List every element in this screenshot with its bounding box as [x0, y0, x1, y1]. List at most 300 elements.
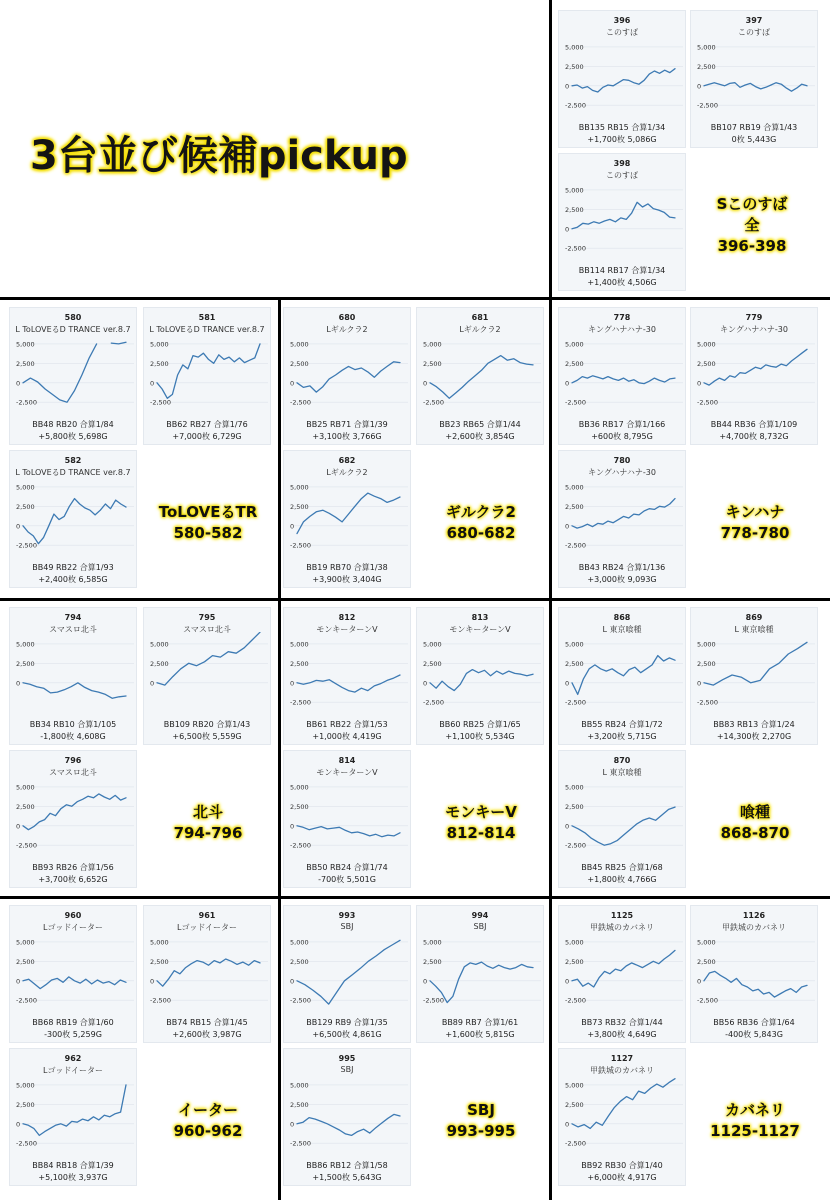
- bonus-stats: BB23 RB65 合算1/44: [439, 420, 521, 429]
- vertical-divider-right: [549, 298, 552, 1200]
- machine-number: 961: [198, 911, 216, 920]
- y-tick-label: 2,500: [16, 359, 35, 368]
- chart-card-962: [9, 1048, 137, 1186]
- chart-card-995: [283, 1048, 411, 1186]
- y-tick-label: 5,000: [697, 640, 716, 649]
- machine-number: 581: [198, 313, 216, 322]
- bonus-stats: BB56 RB36 合算1/64: [713, 1018, 795, 1027]
- bonus-stats: BB107 RB19 合算1/43: [710, 123, 798, 132]
- y-tick-label: 0: [290, 822, 295, 831]
- y-tick-label: 5,000: [150, 340, 169, 349]
- y-tick-label: 5,000: [423, 938, 442, 947]
- y-tick-label: 0: [150, 977, 155, 986]
- series-line: [572, 807, 675, 845]
- y-tick-label: 0: [697, 379, 702, 388]
- y-tick-label: 5,000: [423, 640, 442, 649]
- group-label-line: モンキーV: [445, 803, 517, 821]
- line-chart-994: [417, 930, 545, 1014]
- series-line: [157, 632, 260, 685]
- y-tick-label: 0: [423, 977, 428, 986]
- result-summary: +6,500枚 4,861G: [312, 1030, 382, 1039]
- y-tick-label: 2,500: [423, 957, 442, 966]
- bonus-stats: BB84 RB18 合算1/39: [32, 1161, 114, 1170]
- result-summary: +1,600枚 5,815G: [445, 1030, 515, 1039]
- group-label-line: 全: [744, 216, 760, 234]
- line-chart-869: [691, 632, 819, 716]
- group-label-line: SBJ: [467, 1101, 495, 1119]
- line-chart-779: [691, 332, 819, 416]
- y-tick-label: 2,500: [565, 957, 584, 966]
- y-tick-label: 5,000: [290, 340, 309, 349]
- machine-title: L ToLOVEるD TRANCE ver.8.7: [149, 325, 265, 334]
- bonus-stats: BB114 RB17 合算1/34: [578, 266, 666, 275]
- series-line: [157, 959, 260, 986]
- line-chart-868: [559, 632, 687, 716]
- bonus-stats: BB60 RB25 合算1/65: [439, 720, 521, 729]
- y-tick-label: -2,500: [565, 841, 586, 850]
- y-tick-label: 5,000: [423, 340, 442, 349]
- machine-title: SBJ: [473, 922, 487, 931]
- machine-number: 814: [338, 756, 356, 765]
- result-summary: +3,200枚 5,715G: [587, 732, 657, 741]
- chart-card-869: [690, 607, 818, 745]
- group-label-8: [143, 1100, 273, 1142]
- machine-title: SBJ: [340, 922, 354, 931]
- y-tick-label: 2,500: [290, 1100, 309, 1109]
- y-tick-label: 0: [290, 522, 295, 531]
- line-chart-962: [10, 1073, 138, 1157]
- y-tick-label: 5,000: [150, 640, 169, 649]
- machine-title: スマスロ北斗: [183, 625, 231, 634]
- y-tick-label: -2,500: [150, 996, 171, 1005]
- horizontal-divider-1: [0, 297, 830, 300]
- y-tick-label: 0: [290, 1120, 295, 1129]
- y-tick-label: 0: [150, 379, 155, 388]
- bonus-stats: BB44 RB36 合算1/109: [710, 420, 798, 429]
- y-tick-label: 2,500: [697, 62, 716, 71]
- bonus-stats: BB61 RB22 合算1/53: [306, 720, 388, 729]
- line-chart-796: [10, 775, 138, 859]
- y-tick-label: 0: [150, 679, 155, 688]
- group-label-line: 812-814: [446, 824, 516, 842]
- machine-number: 580: [64, 313, 82, 322]
- machine-title: キングハナハナ-30: [588, 468, 656, 477]
- result-summary: +3,700枚 6,652G: [38, 875, 108, 884]
- bonus-stats: BB86 RB12 合算1/58: [306, 1161, 388, 1170]
- y-tick-label: 0: [16, 522, 21, 531]
- y-tick-label: 5,000: [565, 483, 584, 492]
- group-label-line: カバネリ: [724, 1101, 785, 1119]
- machine-number: 680: [338, 313, 356, 322]
- y-tick-label: -2,500: [16, 996, 37, 1005]
- y-tick-label: 2,500: [150, 359, 169, 368]
- y-tick-label: 5,000: [565, 938, 584, 947]
- y-tick-label: 5,000: [565, 783, 584, 792]
- y-tick-label: -2,500: [565, 1139, 586, 1148]
- series-line: [572, 1079, 675, 1129]
- y-tick-label: -2,500: [697, 101, 718, 110]
- machine-title: 甲鉄城のカバネリ: [590, 923, 654, 932]
- bonus-stats: BB68 RB19 合算1/60: [32, 1018, 114, 1027]
- line-chart-794: [10, 632, 138, 716]
- series-line: [572, 950, 675, 987]
- chart-card-794: [9, 607, 137, 745]
- y-tick-label: 2,500: [565, 359, 584, 368]
- machine-number: 960: [64, 911, 82, 920]
- series-line: [23, 499, 126, 544]
- page-title: 3台並び候補pickup: [30, 133, 408, 179]
- line-chart-961: [144, 930, 272, 1014]
- series-line: [572, 376, 675, 384]
- y-tick-label: 5,000: [565, 43, 584, 52]
- series-line: [297, 493, 400, 533]
- y-tick-label: 5,000: [290, 783, 309, 792]
- y-tick-label: 2,500: [423, 659, 442, 668]
- result-summary: +5,100枚 3,937G: [38, 1173, 108, 1182]
- bonus-stats: BB48 RB20 合算1/84: [32, 420, 114, 429]
- group-label-line: 396-398: [717, 237, 787, 255]
- result-summary: +1,100枚 5,534G: [445, 732, 515, 741]
- result-summary: -400枚 5,843G: [725, 1030, 783, 1039]
- y-tick-label: -2,500: [16, 398, 37, 407]
- chart-card-812: [283, 607, 411, 745]
- series-line: [430, 670, 533, 691]
- bonus-stats: BB50 RB24 合算1/74: [306, 863, 388, 872]
- y-tick-label: -2,500: [290, 1139, 311, 1148]
- series-line: [23, 977, 126, 989]
- y-tick-label: 2,500: [697, 359, 716, 368]
- chart-card-681: [416, 307, 544, 445]
- bonus-stats: BB55 RB24 合算1/72: [581, 720, 663, 729]
- y-tick-label: -2,500: [290, 996, 311, 1005]
- group-label-line: 960-962: [173, 1122, 243, 1140]
- machine-number: 779: [745, 313, 763, 322]
- machine-title: 甲鉄城のカバネリ: [590, 1066, 654, 1075]
- machine-number: 396: [613, 16, 631, 25]
- group-label-line: 794-796: [173, 824, 243, 842]
- chart-card-680: [283, 307, 411, 445]
- result-summary: +14,300枚 2,270G: [716, 732, 792, 741]
- group-label-line: 喰種: [739, 803, 770, 821]
- bonus-stats: BB109 RB20 合算1/43: [163, 720, 251, 729]
- y-tick-label: -2,500: [697, 996, 718, 1005]
- group-label-10: [690, 1100, 820, 1142]
- machine-title: 甲鉄城のカバネリ: [722, 923, 786, 932]
- line-chart-814: [284, 775, 412, 859]
- y-tick-label: 5,000: [16, 640, 35, 649]
- chart-card-796: [9, 750, 137, 888]
- y-tick-label: 2,500: [565, 802, 584, 811]
- machine-number: 778: [613, 313, 631, 322]
- line-chart-581: [144, 332, 272, 416]
- y-tick-label: 2,500: [150, 659, 169, 668]
- y-tick-label: 2,500: [16, 802, 35, 811]
- bonus-stats: BB25 RB71 合算1/39: [306, 420, 388, 429]
- series-line: [572, 69, 675, 92]
- line-chart-1125: [559, 930, 687, 1014]
- group-label-line: 680-682: [446, 524, 516, 542]
- y-tick-label: 2,500: [290, 359, 309, 368]
- y-tick-label: 0: [565, 977, 570, 986]
- y-tick-label: 2,500: [565, 205, 584, 214]
- bonus-stats: BB89 RB7 合算1/61: [441, 1018, 519, 1027]
- line-chart-778: [559, 332, 687, 416]
- y-tick-label: 0: [565, 225, 570, 234]
- line-chart-1127: [559, 1073, 687, 1157]
- machine-number: 397: [745, 16, 763, 25]
- y-tick-label: 0: [565, 1120, 570, 1129]
- group-label-3: [416, 502, 546, 544]
- y-tick-label: 5,000: [565, 1081, 584, 1090]
- chart-card-814: [283, 750, 411, 888]
- result-summary: +1,800枚 4,766G: [587, 875, 657, 884]
- group-label-2: [143, 502, 273, 544]
- line-chart-995: [284, 1073, 412, 1157]
- series-line: [704, 642, 807, 685]
- machine-title: このすば: [606, 171, 638, 180]
- y-tick-label: 2,500: [290, 659, 309, 668]
- y-tick-label: 2,500: [565, 659, 584, 668]
- y-tick-label: 5,000: [16, 1081, 35, 1090]
- chart-card-682: [283, 450, 411, 588]
- bonus-stats: BB34 RB10 合算1/105: [29, 720, 117, 729]
- machine-title: L 東京喰種: [602, 768, 642, 777]
- machine-number: 794: [64, 613, 82, 622]
- line-chart-396: [559, 35, 687, 119]
- y-tick-label: -2,500: [565, 698, 586, 707]
- y-tick-label: 5,000: [16, 340, 35, 349]
- y-tick-label: 5,000: [290, 483, 309, 492]
- chart-card-994: [416, 905, 544, 1043]
- result-summary: +1,400枚 4,506G: [587, 278, 657, 287]
- line-chart-398: [559, 178, 687, 262]
- machine-title: Lゴッドイーター: [177, 923, 237, 932]
- result-summary: -700枚 5,501G: [318, 875, 376, 884]
- y-tick-label: 0: [423, 679, 428, 688]
- group-label-line: イーター: [177, 1101, 238, 1119]
- line-chart-813: [417, 632, 545, 716]
- machine-title: モンキーターンV: [316, 768, 378, 777]
- machine-number: 582: [64, 456, 82, 465]
- machine-title: このすば: [738, 28, 770, 37]
- machine-title: モンキーターンV: [449, 625, 511, 634]
- y-tick-label: 2,500: [423, 359, 442, 368]
- result-summary: +3,000枚 9,093G: [587, 575, 657, 584]
- y-tick-label: 5,000: [565, 186, 584, 195]
- y-tick-label: 0: [16, 679, 21, 688]
- result-summary: 0枚 5,443G: [731, 135, 777, 144]
- line-chart-960: [10, 930, 138, 1014]
- bonus-stats: BB73 RB32 合算1/44: [581, 1018, 663, 1027]
- y-tick-label: 5,000: [290, 640, 309, 649]
- machine-title: Lギルクラ2: [326, 325, 368, 334]
- group-label-7: [690, 802, 820, 844]
- group-label-9: [416, 1100, 546, 1142]
- chart-card-580: [9, 307, 137, 445]
- result-summary: +6,500枚 5,559G: [172, 732, 242, 741]
- y-tick-label: 0: [565, 679, 570, 688]
- chart-card-1127: [558, 1048, 686, 1186]
- line-chart-780: [559, 475, 687, 559]
- y-tick-label: -2,500: [423, 698, 444, 707]
- chart-card-1125: [558, 905, 686, 1043]
- chart-card-960: [9, 905, 137, 1043]
- machine-title: Lゴッドイーター: [43, 923, 103, 932]
- result-summary: +6,000枚 4,917G: [587, 1173, 657, 1182]
- line-chart-682: [284, 475, 412, 559]
- line-chart-993: [284, 930, 412, 1014]
- result-summary: +1,500枚 5,643G: [312, 1173, 382, 1182]
- y-tick-label: 2,500: [150, 957, 169, 966]
- y-tick-label: -2,500: [290, 398, 311, 407]
- y-tick-label: -2,500: [565, 541, 586, 550]
- machine-title: このすば: [606, 28, 638, 37]
- y-tick-label: -2,500: [565, 996, 586, 1005]
- horizontal-divider-3: [0, 896, 830, 899]
- machine-number: 993: [338, 911, 356, 920]
- y-tick-label: 2,500: [16, 957, 35, 966]
- y-tick-label: 5,000: [16, 938, 35, 947]
- chart-card-780: [558, 450, 686, 588]
- series-line: [572, 499, 675, 528]
- y-tick-label: -2,500: [290, 541, 311, 550]
- y-tick-label: 0: [16, 822, 21, 831]
- series-line: [23, 1085, 126, 1136]
- chart-card-582: [9, 450, 137, 588]
- result-summary: +5,800枚 5,698G: [38, 432, 108, 441]
- vertical-divider-top: [549, 0, 552, 298]
- y-tick-label: 0: [565, 82, 570, 91]
- y-tick-label: 0: [290, 679, 295, 688]
- chart-card-1126: [690, 905, 818, 1043]
- y-tick-label: -2,500: [423, 996, 444, 1005]
- bonus-stats: BB83 RB13 合算1/24: [713, 720, 795, 729]
- line-chart-795: [144, 632, 272, 716]
- machine-number: 812: [338, 613, 356, 622]
- machine-number: 995: [338, 1054, 356, 1063]
- chart-card-813: [416, 607, 544, 745]
- y-tick-label: 5,000: [697, 938, 716, 947]
- machine-number: 795: [198, 613, 216, 622]
- series-line: [23, 683, 126, 699]
- vertical-divider-left: [278, 298, 281, 1200]
- y-tick-label: 0: [290, 977, 295, 986]
- group-label-line: 580-582: [173, 524, 243, 542]
- group-label-line: 778-780: [720, 524, 790, 542]
- y-tick-label: -2,500: [697, 398, 718, 407]
- machine-title: L ToLOVEるD TRANCE ver.8.7: [15, 468, 131, 477]
- machine-number: 813: [471, 613, 489, 622]
- machine-number: 1125: [610, 911, 634, 920]
- group-label-line: 993-995: [446, 1122, 516, 1140]
- y-tick-label: 2,500: [565, 62, 584, 71]
- chart-card-961: [143, 905, 271, 1043]
- y-tick-label: 5,000: [16, 483, 35, 492]
- y-tick-label: -2,500: [290, 698, 311, 707]
- series-line: [572, 202, 675, 229]
- line-chart-870: [559, 775, 687, 859]
- result-summary: +600枚 8,795G: [591, 432, 653, 441]
- y-tick-label: 0: [16, 1120, 21, 1129]
- y-tick-label: 5,000: [290, 938, 309, 947]
- y-tick-label: -2,500: [423, 398, 444, 407]
- machine-title: SBJ: [340, 1065, 354, 1074]
- machine-number: 868: [613, 613, 631, 622]
- y-tick-label: 2,500: [16, 1100, 35, 1109]
- y-tick-label: 0: [565, 822, 570, 831]
- y-tick-label: 0: [697, 977, 702, 986]
- machine-title: L ToLOVEるD TRANCE ver.8.7: [15, 325, 131, 334]
- machine-number: 1126: [742, 911, 766, 920]
- result-summary: +7,000枚 6,729G: [172, 432, 242, 441]
- line-chart-1126: [691, 930, 819, 1014]
- group-label-line: ギルクラ2: [446, 503, 516, 521]
- y-tick-label: 0: [697, 679, 702, 688]
- machine-title: Lゴッドイーター: [43, 1066, 103, 1075]
- chart-card-993: [283, 905, 411, 1043]
- group-label-6: [416, 802, 546, 844]
- chart-card-778: [558, 307, 686, 445]
- bonus-stats: BB74 RB15 合算1/45: [166, 1018, 248, 1027]
- group-label-line: 1125-1127: [710, 1122, 800, 1140]
- series-line: [297, 826, 400, 837]
- horizontal-divider-2: [0, 598, 830, 601]
- line-chart-582: [10, 475, 138, 559]
- machine-title: モンキーターンV: [316, 625, 378, 634]
- series-line: [430, 356, 533, 399]
- y-tick-label: 5,000: [150, 938, 169, 947]
- y-tick-label: 0: [423, 379, 428, 388]
- machine-title: L 東京喰種: [734, 625, 774, 634]
- bonus-stats: BB43 RB24 合算1/136: [578, 563, 666, 572]
- y-tick-label: 2,500: [290, 802, 309, 811]
- y-tick-label: -2,500: [565, 398, 586, 407]
- machine-title: キングハナハナ-30: [720, 325, 788, 334]
- line-chart-681: [417, 332, 545, 416]
- machine-number: 780: [613, 456, 631, 465]
- machine-title: L 東京喰種: [602, 625, 642, 634]
- machine-number: 870: [613, 756, 631, 765]
- group-label-line: 868-870: [720, 824, 790, 842]
- y-tick-label: 5,000: [290, 1081, 309, 1090]
- group-label-line: ToLOVEるTR: [158, 503, 258, 521]
- machine-title: Lギルクラ2: [326, 468, 368, 477]
- bonus-stats: BB36 RB17 合算1/166: [578, 420, 666, 429]
- result-summary: +3,100枚 3,766G: [312, 432, 382, 441]
- series-line: [704, 971, 807, 997]
- line-chart-397: [691, 35, 819, 119]
- y-tick-label: 2,500: [697, 957, 716, 966]
- group-label-line: Sこのすば: [716, 195, 788, 213]
- result-summary: -1,800枚 4,608G: [40, 732, 106, 741]
- y-tick-label: 2,500: [16, 659, 35, 668]
- series-line: [704, 349, 807, 385]
- chart-card-870: [558, 750, 686, 888]
- line-chart-812: [284, 632, 412, 716]
- chart-card-868: [558, 607, 686, 745]
- machine-title: スマスロ北斗: [49, 625, 97, 634]
- y-tick-label: 5,000: [697, 43, 716, 52]
- result-summary: -300枚 5,259G: [44, 1030, 102, 1039]
- y-tick-label: -2,500: [150, 398, 171, 407]
- result-summary: +2,400枚 6,585G: [38, 575, 108, 584]
- y-tick-label: 0: [565, 522, 570, 531]
- y-tick-label: -2,500: [16, 1139, 37, 1148]
- result-summary: +1,700枚 5,086G: [587, 135, 657, 144]
- y-tick-label: 2,500: [290, 957, 309, 966]
- bonus-stats: BB45 RB25 合算1/68: [581, 863, 663, 872]
- group-label-line: 北斗: [192, 803, 223, 821]
